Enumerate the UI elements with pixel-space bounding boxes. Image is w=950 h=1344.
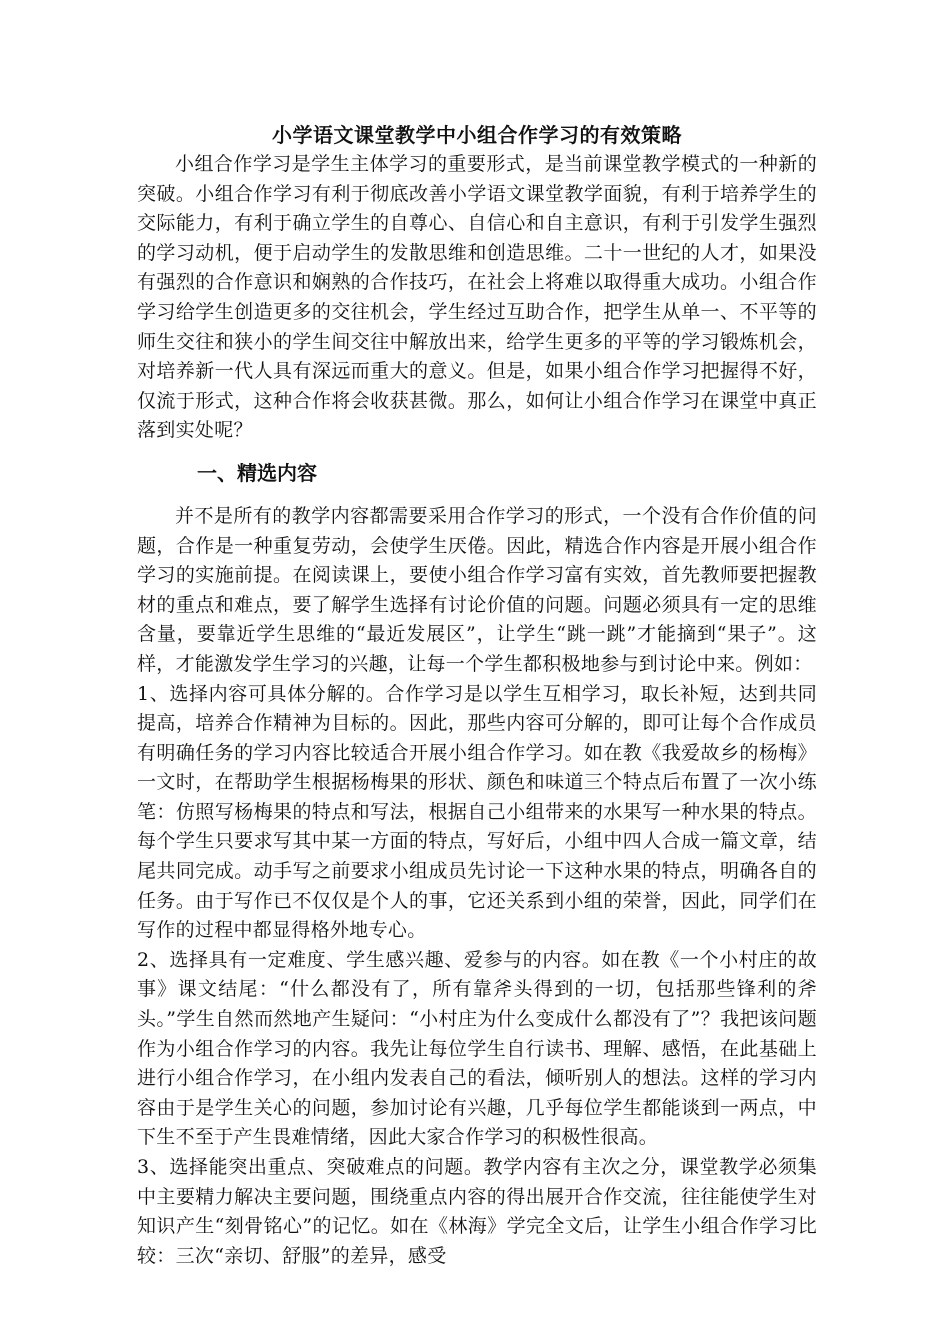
section-paragraph: 并不是所有的教学内容都需要采用合作学习的形式，一个没有合作价值的问题，合作是一种重复劳动，会使学生厌倦。因此，精选合作内容是开展小组合作学习的实施前提。在阅读课上，要使小组合作学习富有实效，首先教师要把握教材的重点和难点，要了解学生选择有讨论价值的问题。问题必须具有一定的思维含量，要靠近学生思维的“最近发展区”，让学生“跳一跳”才能摘到“果子”。这样，才能激发学生学习的兴趣，让每一个学生都积极地参与到讨论中来。例如： xyxy=(137,504,817,675)
document-title: 小学语文课堂教学中小组合作学习的有效策略 xyxy=(272,123,682,147)
intro-paragraph: 小组合作学习是学生主体学习的重要形式，是当前课堂教学模式的一种新的突破。小组合作学习有利于彻底改善小学语文课堂教学面貌，有利于培养学生的交际能力，有利于确立学生的自尊心、自信心和自主意识，有利于引发学生强烈的学习动机，便于启动学生的发散思维和创造思维。二十一世纪的人才，如果没有强烈的合作意识和娴熟的合作技巧，在社会上将难以取得重大成功。小组合作学习给学生创造更多的交往机会，学生经过互助合作，把学生从单一、不平等的师生交往和狭小的学生间交往中解放出来，给学生更多的平等的学习锻炼机会，对培养新一代人具有深远而重大的意义。但是，如果小组合作学习把握得不好，仅流于形式，这种合作将会收获甚微。那么，如何让小组合作学习在课堂中真正落到实处呢？ xyxy=(137,153,817,442)
list-item-2: 2、选择具有一定难度、学生感兴趣、爱参与的内容。如在教《一个小村庄的故事》课文结尾：“什么都没有了，所有靠斧头得到的一切，包括那些锋利的斧头。”学生自然而然地产生疑问：“小村庄为什么变成什么都没有了”？我把该问题作为小组合作学习的内容。我先让每位学生自行读书、理解、感悟，在此基础上进行小组合作学习，在小组内发表自己的看法，倾听别人的想法。这样的学习内容由于是学生关心的问题，参加讨论有兴趣，几乎每位学生都能谈到一两点，中下生不至于产生畏难情绪，因此大家合作学习的积极性很高。 xyxy=(137,948,817,1149)
list-item-1: 1、选择内容可具体分解的。合作学习是以学生互相学习，取长补短，达到共同提高，培养合作精神为目标的。因此，那些内容可分解的，即可让每个合作成员有明确任务的学习内容比较适合开展小组合作学习。如在教《我爱故乡的杨梅》一文时，在帮助学生根据杨梅果的形状、颜色和味道三个特点后布置了一次小练笔：仿照写杨梅果的特点和写法，根据自己小组带来的水果写一种水果的特点。每个学生只要求写其中某一方面的特点，写好后，小组中四人合成一篇文章，结尾共同完成。动手写之前要求小组成员先讨论一下这种水果的特点，明确各自的任务。由于写作已不仅仅是个人的事，它还关系到小组的荣誉，因此，同学们在写作的过程中都显得格外地专心。 xyxy=(137,682,817,942)
list-item-3: 3、选择能突出重点、突破难点的问题。教学内容有主次之分，课堂教学必须集中主要精力解决主要问题，围绕重点内容的得出展开合作交流，往往能使学生对知识产生“刻骨铭心”的记忆。如在《林海》学完全文后，让学生小组合作学习比较：三次“亲切、舒服”的差异，感受 xyxy=(137,1156,817,1267)
document-page xyxy=(137,120,817,1271)
section-heading: 一、精选内容 xyxy=(197,460,317,485)
